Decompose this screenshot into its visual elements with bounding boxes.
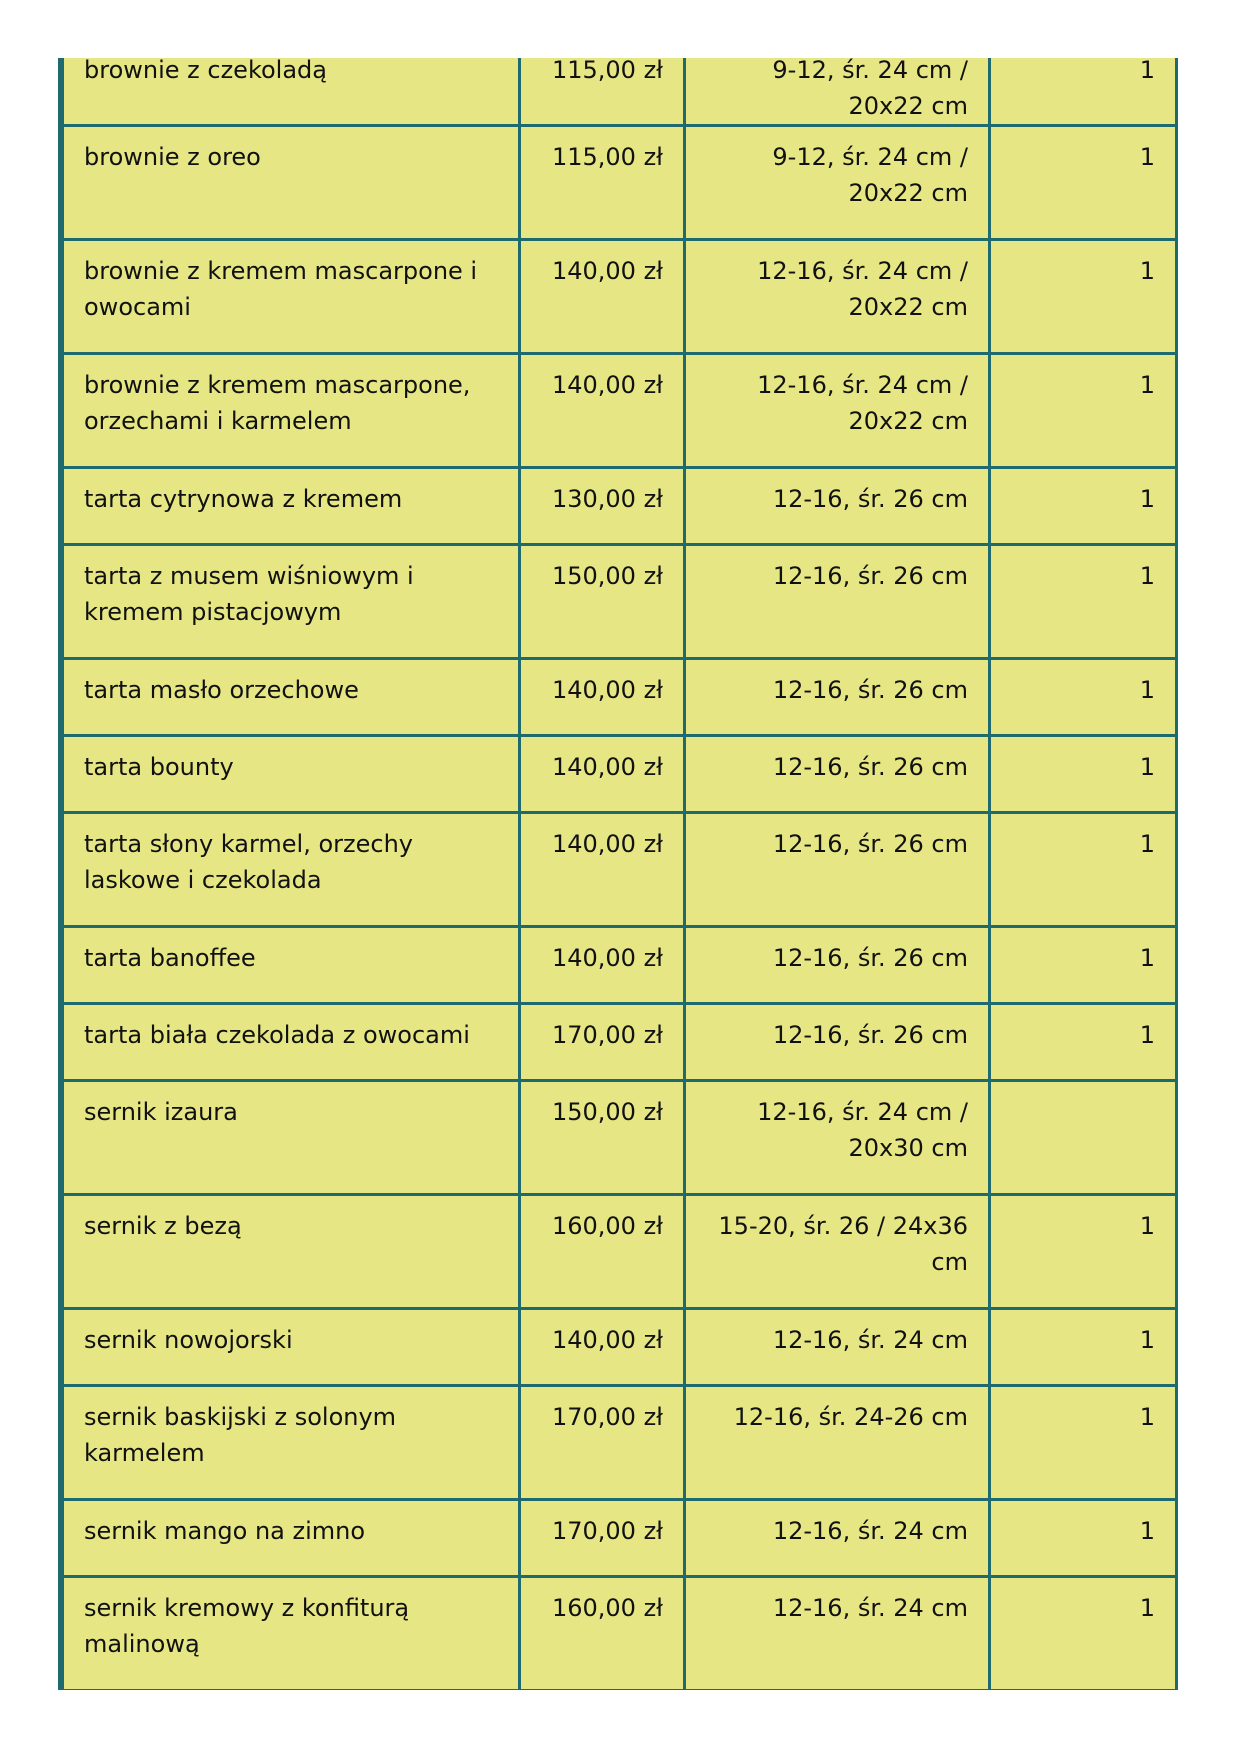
product-name: brownie z oreo bbox=[63, 126, 520, 240]
product-size: 12-16, śr. 26 cm bbox=[685, 927, 990, 1004]
product-name: tarta banoffee bbox=[63, 927, 520, 1004]
product-price: 140,00 zł bbox=[520, 354, 685, 468]
table-row bbox=[63, 1195, 1177, 1309]
table-row bbox=[63, 1309, 1177, 1386]
table-row bbox=[63, 1386, 1177, 1500]
product-quantity: 1 bbox=[990, 1577, 1177, 1691]
table-row bbox=[63, 1004, 1177, 1081]
product-name: sernik nowojorski bbox=[63, 1309, 520, 1386]
table-row bbox=[63, 468, 1177, 545]
table-row bbox=[63, 1577, 1177, 1691]
product-size: 12-16, śr. 26 cm bbox=[685, 468, 990, 545]
table-row bbox=[63, 813, 1177, 927]
product-name: sernik mango na zimno bbox=[63, 1500, 520, 1577]
product-size: 12-16, śr. 24 cm / 20x30 cm bbox=[685, 1081, 990, 1195]
product-size: 12-16, śr. 26 cm bbox=[685, 813, 990, 927]
product-quantity: 1 bbox=[990, 813, 1177, 927]
product-quantity: 1 bbox=[990, 736, 1177, 813]
product-size: 15-20, śr. 26 / 24x36 cm bbox=[685, 1195, 990, 1309]
product-name: tarta masło orzechowe bbox=[63, 659, 520, 736]
product-price: 170,00 zł bbox=[520, 1004, 685, 1081]
product-size: 12-16, śr. 24 cm bbox=[685, 1577, 990, 1691]
product-name: sernik baskijski z solonym karmelem bbox=[63, 1386, 520, 1500]
product-price: 140,00 zł bbox=[520, 736, 685, 813]
table-row bbox=[63, 354, 1177, 468]
product-size: 9-12, śr. 24 cm / 20x22 cm bbox=[685, 126, 990, 240]
product-price: 150,00 zł bbox=[520, 1081, 685, 1195]
product-size: 12-16, śr. 26 cm bbox=[685, 659, 990, 736]
product-price: 115,00 zł bbox=[520, 58, 685, 126]
product-quantity: 1 bbox=[990, 58, 1177, 126]
product-price: 170,00 zł bbox=[520, 1500, 685, 1577]
product-quantity: 1 bbox=[990, 1500, 1177, 1577]
product-quantity: 1 bbox=[990, 240, 1177, 354]
product-quantity: 1 bbox=[990, 1386, 1177, 1500]
product-name: tarta bounty bbox=[63, 736, 520, 813]
product-size: 9-12, śr. 24 cm / 20x22 cm bbox=[685, 58, 990, 126]
product-quantity: 1 bbox=[990, 545, 1177, 659]
table-row bbox=[63, 1081, 1177, 1195]
product-quantity: 1 bbox=[990, 1004, 1177, 1081]
product-price: 170,00 zł bbox=[520, 1386, 685, 1500]
table-row bbox=[63, 659, 1177, 736]
product-name: sernik z bezą bbox=[63, 1195, 520, 1309]
product-name: brownie z czekoladą bbox=[63, 58, 520, 126]
product-price: 140,00 zł bbox=[520, 659, 685, 736]
table-row bbox=[63, 736, 1177, 813]
product-quantity bbox=[990, 1081, 1177, 1195]
product-size: 12-16, śr. 24-26 cm bbox=[685, 1386, 990, 1500]
table-row bbox=[63, 545, 1177, 659]
table-row bbox=[63, 927, 1177, 1004]
product-price: 160,00 zł bbox=[520, 1577, 685, 1691]
table-row bbox=[63, 240, 1177, 354]
product-size: 12-16, śr. 26 cm bbox=[685, 736, 990, 813]
product-size: 12-16, śr. 26 cm bbox=[685, 1004, 990, 1081]
product-name: tarta biała czekolada z owocami bbox=[63, 1004, 520, 1081]
product-price: 140,00 zł bbox=[520, 1309, 685, 1386]
product-size: 12-16, śr. 24 cm bbox=[685, 1500, 990, 1577]
product-size: 12-16, śr. 26 cm bbox=[685, 545, 990, 659]
product-name: brownie z kremem mascarpone, orzechami i karmelem bbox=[63, 354, 520, 468]
product-price: 150,00 zł bbox=[520, 545, 685, 659]
product-price: 130,00 zł bbox=[520, 468, 685, 545]
table-row bbox=[63, 126, 1177, 240]
product-quantity: 1 bbox=[990, 1309, 1177, 1386]
product-name: brownie z kremem mascarpone i owocami bbox=[63, 240, 520, 354]
product-price: 140,00 zł bbox=[520, 927, 685, 1004]
product-name: tarta z musem wiśniowym i kremem pistacjowym bbox=[63, 545, 520, 659]
product-quantity: 1 bbox=[990, 1195, 1177, 1309]
product-quantity: 1 bbox=[990, 468, 1177, 545]
product-size: 12-16, śr. 24 cm bbox=[685, 1309, 990, 1386]
product-price: 140,00 zł bbox=[520, 240, 685, 354]
product-size: 12-16, śr. 24 cm / 20x22 cm bbox=[685, 240, 990, 354]
table-row bbox=[63, 1500, 1177, 1577]
product-name: tarta cytrynowa z kremem bbox=[63, 468, 520, 545]
product-price: 140,00 zł bbox=[520, 813, 685, 927]
product-name: tarta słony karmel, orzechy laskowe i czekolada bbox=[63, 813, 520, 927]
product-name: sernik kremowy z konfiturą malinową bbox=[63, 1577, 520, 1691]
price-table bbox=[58, 58, 1178, 1690]
product-price: 115,00 zł bbox=[520, 126, 685, 240]
product-name: sernik izaura bbox=[63, 1081, 520, 1195]
product-quantity: 1 bbox=[990, 659, 1177, 736]
table-row bbox=[63, 58, 1177, 126]
product-quantity: 1 bbox=[990, 126, 1177, 240]
product-quantity: 1 bbox=[990, 354, 1177, 468]
product-size: 12-16, śr. 24 cm / 20x22 cm bbox=[685, 354, 990, 468]
product-price: 160,00 zł bbox=[520, 1195, 685, 1309]
product-quantity: 1 bbox=[990, 927, 1177, 1004]
price-table-grid bbox=[61, 58, 1178, 1690]
